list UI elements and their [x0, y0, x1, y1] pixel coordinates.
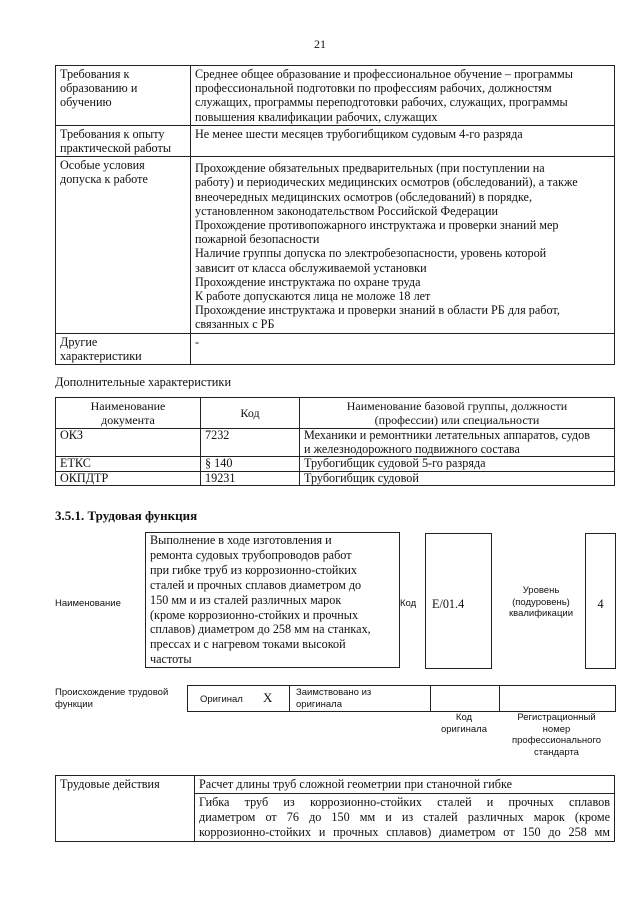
actions-label: Трудовые действия	[56, 776, 195, 842]
original-label: Оригинал	[200, 694, 243, 705]
original-mark: X	[263, 690, 273, 705]
name-label: Наименование	[55, 598, 121, 609]
reg-caption: Регистрационный номер профессионального стандарта	[512, 712, 601, 758]
exp-label: Требования к опыту практической работы	[56, 125, 191, 156]
cond-label: Особые условия допуска к работе	[56, 157, 191, 333]
name-cell: Механики и ремонтники летательных аппаратов, судов и железнодорожного подвижного состава	[300, 429, 615, 457]
table-row	[56, 429, 615, 457]
name-cell: Трубогибщик судовой	[300, 471, 615, 486]
table-row	[56, 776, 615, 794]
edu-value: Среднее общее образование и профессиональное обучение – программы профессиональной подготовки по профессиям рабочих, должностям служащих, программы переподготовки рабочих, служащих, программы повышения квалификации рабочих, служащих	[191, 66, 615, 126]
reg-number-cell	[499, 685, 616, 712]
table-row	[56, 471, 615, 486]
other-label: Другие характеристики	[56, 333, 191, 364]
action-item: Расчет длины труб сложной геометрии при станочной гибке	[195, 776, 615, 794]
other-value: -	[191, 333, 615, 364]
code-value: E/01.4	[432, 597, 465, 611]
code-cell: 19231	[201, 471, 300, 486]
cond-value: Прохождение обязательных предварительных (при поступлении на работу) и периодических медицинских осмотров (обследований), а также внеочередных медицинских осмотров (обследований) в порядке, установленном законодательством Российской Федерации Прохождение противопожарного инструктажа и проверки знаний мер пожарной безопасности Наличие группы допуска по электробезопасности, уровень которой зависит от класса обслуживаемой установки Прохождение инструктажа по охране труда К работе допускаются лица не моложе 18 лет Прохождение инструктажа и проверки знаний в области РБ для работ, связанных с РБ	[191, 157, 615, 333]
doc-cell: ЕТКС	[56, 457, 201, 472]
section-heading: 3.5.1. Трудовая функция	[55, 508, 198, 523]
edu-label: Требования к образованию и обучению	[56, 66, 191, 126]
table-row	[56, 66, 615, 126]
table-row	[56, 125, 615, 156]
level-value: 4	[597, 597, 604, 611]
orig-code-caption: Код оригинала	[440, 712, 487, 735]
code-cell: 7232	[201, 429, 300, 457]
doc-cell: ОКЗ	[56, 429, 201, 457]
code-label: Код	[400, 598, 417, 609]
requirements-table	[55, 65, 615, 365]
action-item: Гибка труб из коррозионно-стойких сталей и прочных сплавов диаметром от 76 до 150 мм и из сталей различных марок (кроме коррозионно-стойких и прочных сплавов) диаметром от 150 до 258 мм	[195, 794, 615, 842]
code-box	[425, 533, 492, 669]
table-header-row	[56, 398, 615, 429]
additional-caption: Дополнительные характеристики	[55, 375, 232, 389]
doc-cell: ОКПДТР	[56, 471, 201, 486]
orig-code-cell	[430, 685, 500, 712]
table-row	[56, 333, 615, 364]
actions-table	[55, 775, 615, 842]
level-box	[585, 533, 616, 669]
name-cell: Трубогибщик судовой 5-го разряда	[300, 457, 615, 472]
original-cell	[187, 685, 290, 712]
function-name-box: Выполнение в ходе изготовления и ремонта судовых трубопроводов работ при гибке труб из коррозионно-стойких сталей и прочных сплавов диаметром до 150 мм и из сталей различных марок (кроме коррозионно-стойких и прочных сплавов) диаметром до 258 мм на станках, прессах и с нагревом токами высокой частоты	[145, 532, 400, 668]
col-header-code: Код	[201, 398, 300, 429]
level-label: Уровень (подуровень) квалификации	[508, 585, 574, 619]
origin-label: Происхождение трудовой функции	[55, 687, 169, 710]
page-number: 21	[314, 37, 326, 51]
table-row	[56, 457, 615, 472]
exp-value: Не менее шести месяцев трубогибщиком судовым 4-го разряда	[191, 125, 615, 156]
code-cell: § 140	[201, 457, 300, 472]
additional-table	[55, 397, 615, 486]
col-header-name: Наименование базовой группы, должности (профессии) или специальности	[300, 398, 615, 429]
borrowed-cell	[289, 685, 431, 712]
table-row	[56, 157, 615, 333]
col-header-doc: Наименование документа	[56, 398, 201, 429]
borrowed-label: Заимствовано из оригинала	[296, 687, 372, 710]
